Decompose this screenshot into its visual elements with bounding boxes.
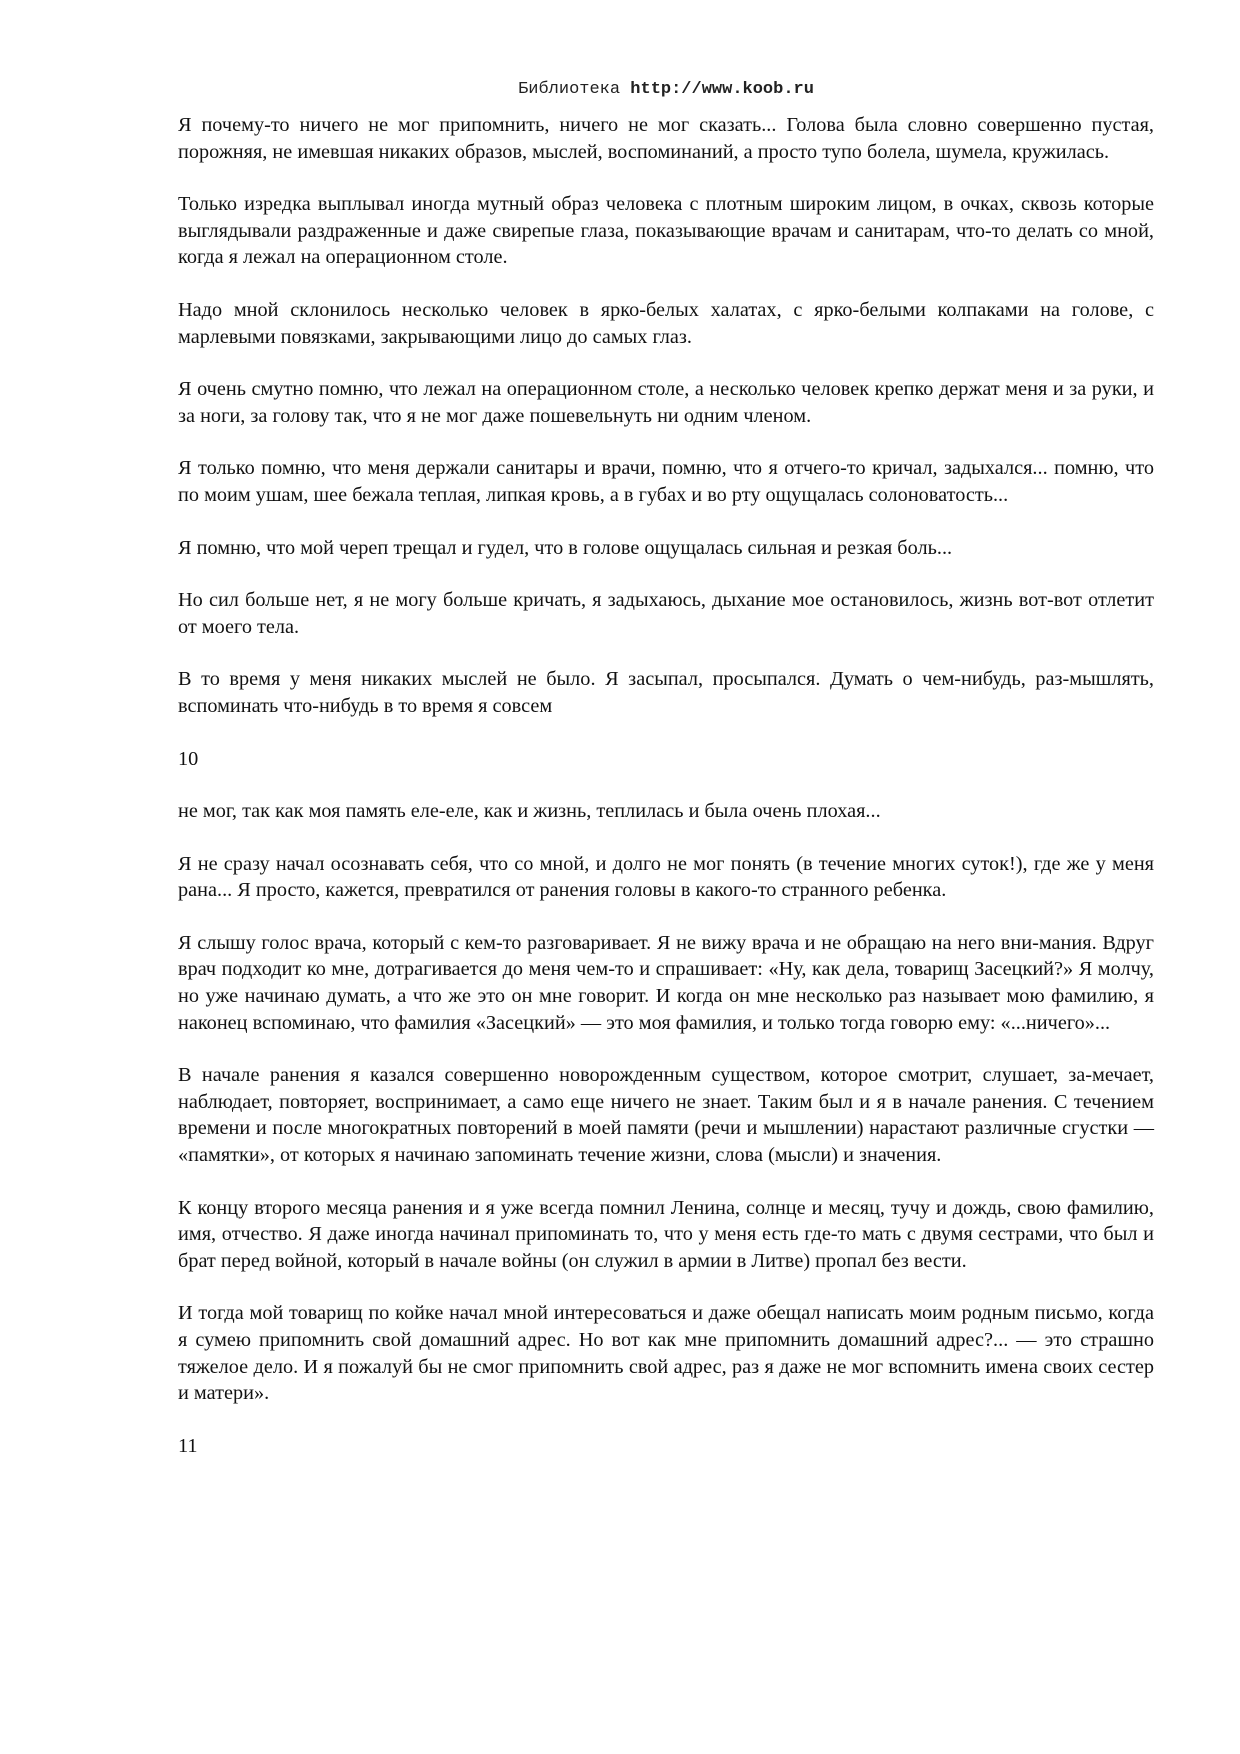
paragraph: Я почему-то ничего не мог припомнить, ничего не мог сказать... Голова была словно совершенно пустая, порожняя, не имевшая никаких образов, мыслей, воспоминаний, а просто тупо болела, шумела, кружилась.	[178, 114, 1154, 163]
page-number: 11	[178, 1434, 198, 1457]
paragraph: не мог, так как моя память еле-еле, как и жизнь, теплилась и была очень плохая...	[178, 800, 881, 823]
paragraph: Только изредка выплывал иногда мутный образ человека с плотным широким лицом, в очках, сквозь которые выглядывали раздраженные и даже свирепые глаза, показывающие врачам и санитарам, что-то делать со мной, когда я лежал на операционном столе.	[178, 193, 1154, 269]
running-header	[178, 68, 1154, 112]
paragraph: В то время у меня никаких мыслей не было. Я засыпал, просыпался. Думать о чем-нибудь, раз-мышлять, вспоминать что-нибудь в то время я совсем	[178, 668, 1154, 717]
paragraph: Но сил больше нет, я не могу больше кричать, я задыхаюсь, дыхание мое остановилось, жизнь вот-вот отлетит от моего тела.	[178, 589, 1154, 638]
paragraph: Я только помню, что меня держали санитары и врачи, помню, что я отчего-то кричал, задыхался... помню, что по моим ушам, шее бежала теплая, липкая кровь, а в губах и во рту ощущалась солоноватость...	[178, 457, 1154, 506]
paragraph: Надо мной склонилось несколько человек в ярко-белых халатах, с ярко-белыми колпаками на голове, с марлевыми повязками, закрывающими лицо до самых глаз.	[178, 298, 1154, 348]
paragraph: Я слышу голос врача, который с кем-то разговаривает. Я не вижу врача и не обращаю на него вни-мания. Вдруг врач подходит ко мне, дотрагивается до меня чем-то и спрашивает: «Ну, как дела, товарищ Засецкий?» Я молчу, но уже начинаю думать, а что же это он мне говорит. И когда он мне несколько раз называет мою фамилию, я наконец вспоминаю, что фамилия «Засецкий» — это моя фамилия, и только тогда говорю ему: «...ничего»...	[178, 931, 1154, 1034]
paragraph: Я не сразу начал осознавать себя, что со мной, и долго не мог понять (в течение многих суток!), где же у меня рана... Я просто, кажется, превратился от ранения головы в какого-то странного ребенка.	[178, 852, 1154, 902]
header-library-label: Библиотека	[518, 80, 621, 99]
paragraph: В начале ранения я казался совершенно новорожденным существом, которое смотрит, слушает, за-мечает, наблюдает, повторяет, воспринимает, а само еще ничего не знает. Таким был и я в начале ранения. С течением времени и после многократных повторений в моей памяти (речи и мышлении) нарастают различные сгустки — «памятки», от которых я начинаю запоминать течение жизни, слова (мысли) и значения.	[178, 1064, 1154, 1167]
paragraph: К концу второго месяца ранения и я уже всегда помнил Ленина, солнце и месяц, тучу и дождь, свою фамилию, имя, отчество. Я даже иногда начинал припоминать то, что у меня есть где-то мать с двумя сестрами, что был и брат перед войной, который в начале войны (он служил в армии в Литве) пропал без вести.	[178, 1196, 1154, 1272]
paragraph: И тогда мой товарищ по койке начал мной интересоваться и даже обещал написать моим родным письмо, когда я сумею припомнить свой домашний адрес. Но вот как мне припомнить домашний адрес?... — это страшно тяжелое дело. И я пожалуй бы не смог припомнить свой адрес, раз я даже не мог вспомнить имена своих сестер и матери».	[178, 1302, 1154, 1405]
paragraph: Я помню, что мой череп трещал и гудел, что в голове ощущалась сильная и резкая боль...	[178, 536, 953, 559]
paragraph: Я очень смутно помню, что лежал на операционном столе, а несколько человек крепко держат меня и за руки, и за ноги, за голову так, что я не мог даже пошевельнуть ни одним членом.	[178, 378, 1154, 427]
document-page	[178, 62, 1154, 1485]
page-number: 10	[178, 747, 199, 770]
header-site-link[interactable]: http://www.koob.ru	[630, 80, 814, 99]
